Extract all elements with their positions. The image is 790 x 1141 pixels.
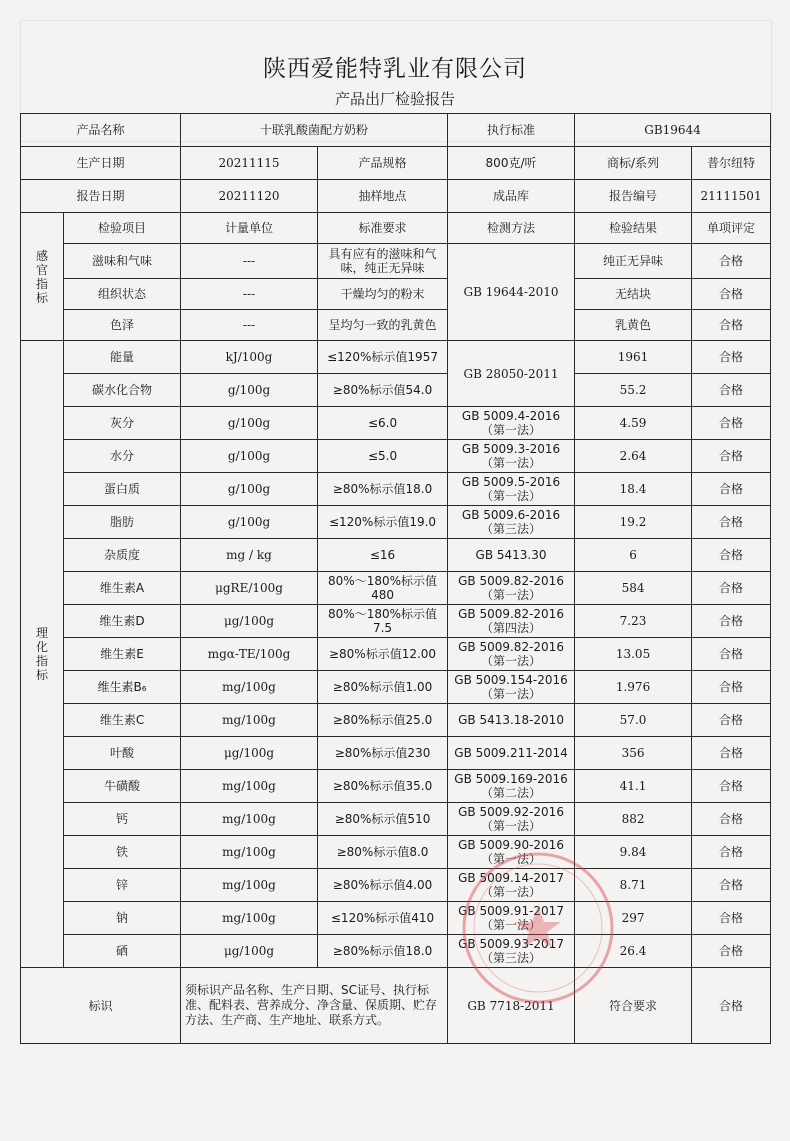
report-date-label: 报告日期: [21, 180, 181, 213]
judgment-cell: 合格: [692, 638, 771, 671]
unit-cell: mg/100g: [181, 770, 318, 803]
result-cell: 1.976: [575, 671, 692, 704]
unit-cell: g/100g: [181, 374, 318, 407]
result-cell: 乳黄色: [575, 310, 692, 341]
result-cell: 41.1: [575, 770, 692, 803]
report-no-value: 21111501: [692, 180, 771, 213]
col-judgment: 单项评定: [692, 213, 771, 244]
requirement-cell: ≥80%标示值18.0: [318, 935, 448, 968]
table-row: [21, 638, 771, 671]
item-cell: 标识: [21, 968, 181, 1044]
item-cell: 碳水化合物: [64, 374, 181, 407]
judgment-cell: 合格: [692, 506, 771, 539]
item-cell: 滋味和气味: [64, 244, 181, 279]
item-cell: 蛋白质: [64, 473, 181, 506]
requirement-cell: ≤120%标示值19.0: [318, 506, 448, 539]
result-cell: 584: [575, 572, 692, 605]
unit-cell: mgα-TE/100g: [181, 638, 318, 671]
requirement-cell: ≥80%标示值4.00: [318, 869, 448, 902]
unit-cell: ---: [181, 310, 318, 341]
info-row-report: [21, 180, 771, 213]
table-row: [21, 440, 771, 473]
table-row: [21, 770, 771, 803]
requirement-cell: ≥80%标示值54.0: [318, 374, 448, 407]
col-requirement: 标准要求: [318, 213, 448, 244]
requirement-cell: ≤6.0: [318, 407, 448, 440]
sampling-label: 抽样地点: [318, 180, 448, 213]
result-cell: 8.71: [575, 869, 692, 902]
label-row: [21, 968, 771, 1044]
unit-cell: mg/100g: [181, 671, 318, 704]
result-cell: 26.4: [575, 935, 692, 968]
table-row: [21, 407, 771, 440]
item-cell: 灰分: [64, 407, 181, 440]
item-cell: 脂肪: [64, 506, 181, 539]
requirement-cell: ≤120%标示值410: [318, 902, 448, 935]
report-date-value: 20211120: [181, 180, 318, 213]
item-cell: 组织状态: [64, 279, 181, 310]
result-cell: 55.2: [575, 374, 692, 407]
unit-cell: g/100g: [181, 440, 318, 473]
judgment-cell: 合格: [692, 704, 771, 737]
method-cell: GB 28050-2011: [448, 341, 575, 407]
unit-cell: mg/100g: [181, 704, 318, 737]
company-seal-stamp: [458, 848, 618, 1008]
item-cell: 铁: [64, 836, 181, 869]
item-cell: 钙: [64, 803, 181, 836]
table-row: [21, 902, 771, 935]
inspection-table: [20, 113, 771, 1044]
judgment-cell: 合格: [692, 279, 771, 310]
result-cell: 57.0: [575, 704, 692, 737]
requirement-cell: ≥80%标示值510: [318, 803, 448, 836]
requirement-cell: ≥80%标示值18.0: [318, 473, 448, 506]
column-header-row: [21, 213, 771, 244]
judgment-cell: 合格: [692, 770, 771, 803]
result-cell: 4.59: [575, 407, 692, 440]
spec-label: 产品规格: [318, 147, 448, 180]
item-cell: 牛磺酸: [64, 770, 181, 803]
standard-label: 执行标准: [448, 114, 575, 147]
result-cell: 18.4: [575, 473, 692, 506]
table-row: [21, 869, 771, 902]
unit-cell: mg/100g: [181, 803, 318, 836]
prod-date-label: 生产日期: [21, 147, 181, 180]
info-row-product: [21, 114, 771, 147]
table-row: [21, 935, 771, 968]
requirement-cell: 呈均匀一致的乳黄色: [318, 310, 448, 341]
method-cell: GB 5009.4-2016（第一法）: [448, 407, 575, 440]
requirement-cell: ≥80%标示值8.0: [318, 836, 448, 869]
method-cell: GB 5009.6-2016（第三法）: [448, 506, 575, 539]
unit-cell: μg/100g: [181, 737, 318, 770]
requirement-cell: ≤120%标示值1957: [318, 341, 448, 374]
item-cell: 色泽: [64, 310, 181, 341]
unit-cell: kJ/100g: [181, 341, 318, 374]
method-cell: GB 5009.91-2017（第一法）: [448, 902, 575, 935]
report-title: 产品出厂检验报告: [334, 90, 455, 108]
table-row: [21, 539, 771, 572]
result-cell: 无结块: [575, 279, 692, 310]
table-row: [21, 310, 771, 341]
method-cell: GB 5009.82-2016（第四法）: [448, 605, 575, 638]
unit-cell: mg / kg: [181, 539, 318, 572]
judgment-cell: 合格: [692, 440, 771, 473]
unit-cell: mg/100g: [181, 902, 318, 935]
table-row: [21, 836, 771, 869]
requirement-cell: ≤5.0: [318, 440, 448, 473]
result-cell: 2.64: [575, 440, 692, 473]
physchem-category: 理 化 指 标: [21, 341, 64, 968]
requirement-cell: 80%～180%标示值480: [318, 572, 448, 605]
standard-value: GB19644: [575, 114, 771, 147]
result-cell: 符合要求: [575, 968, 692, 1044]
table-row: [21, 244, 771, 279]
report-no-label: 报告编号: [575, 180, 692, 213]
method-cell: GB 5009.3-2016（第一法）: [448, 440, 575, 473]
brand-value: 普尔纽特: [692, 147, 771, 180]
table-row: [21, 374, 771, 407]
judgment-cell: 合格: [692, 374, 771, 407]
judgment-cell: 合格: [692, 310, 771, 341]
judgment-cell: 合格: [692, 869, 771, 902]
judgment-cell: 合格: [692, 605, 771, 638]
requirement-cell: 干燥均匀的粉末: [318, 279, 448, 310]
method-cell: GB 5009.92-2016（第一法）: [448, 803, 575, 836]
result-cell: 356: [575, 737, 692, 770]
requirement-cell: ≥80%标示值25.0: [318, 704, 448, 737]
company-name: 陕西爱能特乳业有限公司: [263, 56, 527, 82]
unit-cell: mg/100g: [181, 869, 318, 902]
prod-date-value: 20211115: [181, 147, 318, 180]
judgment-cell: 合格: [692, 836, 771, 869]
judgment-cell: 合格: [692, 473, 771, 506]
method-cell: GB 5009.93-2017（第三法）: [448, 935, 575, 968]
method-cell: GB 19644-2010: [448, 244, 575, 341]
unit-cell: μg/100g: [181, 935, 318, 968]
result-cell: 882: [575, 803, 692, 836]
item-cell: 维生素E: [64, 638, 181, 671]
requirement-cell: ≥80%标示值35.0: [318, 770, 448, 803]
judgment-cell: 合格: [692, 407, 771, 440]
requirement-cell: ≥80%标示值12.00: [318, 638, 448, 671]
item-cell: 钠: [64, 902, 181, 935]
method-cell: GB 5009.90-2016（第一法）: [448, 836, 575, 869]
result-cell: 9.84: [575, 836, 692, 869]
requirement-cell: 须标识产品名称、生产日期、SC证号、执行标准、配料表、营养成分、净含量、保质期、贮存方法、生产商、生产地址、联系方式。: [181, 968, 448, 1044]
product-name-value: 十联乳酸菌配方奶粉: [181, 114, 448, 147]
table-row: [21, 572, 771, 605]
table-row: [21, 473, 771, 506]
item-cell: 能量: [64, 341, 181, 374]
col-unit: 计量单位: [181, 213, 318, 244]
judgment-cell: 合格: [692, 539, 771, 572]
unit-cell: g/100g: [181, 473, 318, 506]
result-cell: 297: [575, 902, 692, 935]
table-row: [21, 704, 771, 737]
judgment-cell: 合格: [692, 968, 771, 1044]
brand-label: 商标/系列: [575, 147, 692, 180]
info-row-date: [21, 147, 771, 180]
item-cell: 杂质度: [64, 539, 181, 572]
judgment-cell: 合格: [692, 902, 771, 935]
table-row: [21, 737, 771, 770]
result-cell: 纯正无异味: [575, 244, 692, 279]
judgment-cell: 合格: [692, 671, 771, 704]
unit-cell: g/100g: [181, 407, 318, 440]
judgment-cell: 合格: [692, 935, 771, 968]
result-cell: 1961: [575, 341, 692, 374]
requirement-cell: ≥80%标示值1.00: [318, 671, 448, 704]
method-cell: GB 5009.211-2014: [448, 737, 575, 770]
unit-cell: μgRE/100g: [181, 572, 318, 605]
physchem-section: [21, 341, 771, 968]
item-cell: 硒: [64, 935, 181, 968]
sensory-category: 感 官 指 标: [21, 213, 64, 341]
product-name-label: 产品名称: [21, 114, 181, 147]
item-cell: 维生素B₆: [64, 671, 181, 704]
table-row: [21, 605, 771, 638]
unit-cell: ---: [181, 279, 318, 310]
table-row: [21, 506, 771, 539]
judgment-cell: 合格: [692, 341, 771, 374]
result-cell: 19.2: [575, 506, 692, 539]
method-cell: GB 5009.169-2016（第二法）: [448, 770, 575, 803]
sampling-value: 成品库: [448, 180, 575, 213]
method-cell: GB 7718-2011: [448, 968, 575, 1044]
item-cell: 锌: [64, 869, 181, 902]
col-item: 检验项目: [64, 213, 181, 244]
requirement-cell: 具有应有的滋味和气味，纯正无异味: [318, 244, 448, 279]
item-cell: 维生素D: [64, 605, 181, 638]
item-cell: 叶酸: [64, 737, 181, 770]
judgment-cell: 合格: [692, 803, 771, 836]
unit-cell: g/100g: [181, 506, 318, 539]
col-result: 检验结果: [575, 213, 692, 244]
method-cell: GB 5009.82-2016（第一法）: [448, 572, 575, 605]
col-method: 检测方法: [448, 213, 575, 244]
result-cell: 6: [575, 539, 692, 572]
item-cell: 水分: [64, 440, 181, 473]
item-cell: 维生素A: [64, 572, 181, 605]
item-cell: 维生素C: [64, 704, 181, 737]
method-cell: GB 5009.82-2016（第一法）: [448, 638, 575, 671]
unit-cell: mg/100g: [181, 836, 318, 869]
requirement-cell: ≥80%标示值230: [318, 737, 448, 770]
method-cell: GB 5009.5-2016（第一法）: [448, 473, 575, 506]
table-row: [21, 671, 771, 704]
unit-cell: ---: [181, 244, 318, 279]
spec-value: 800克/听: [448, 147, 575, 180]
judgment-cell: 合格: [692, 572, 771, 605]
judgment-cell: 合格: [692, 244, 771, 279]
requirement-cell: 80%～180%标示值7.5: [318, 605, 448, 638]
method-cell: GB 5009.154-2016（第一法）: [448, 671, 575, 704]
result-cell: 7.23: [575, 605, 692, 638]
judgment-cell: 合格: [692, 737, 771, 770]
result-cell: 13.05: [575, 638, 692, 671]
requirement-cell: ≤16: [318, 539, 448, 572]
method-cell: GB 5413.18-2010: [448, 704, 575, 737]
method-cell: GB 5413.30: [448, 539, 575, 572]
method-cell: GB 5009.14-2017（第一法）: [448, 869, 575, 902]
table-row: [21, 279, 771, 310]
table-row: [21, 341, 771, 374]
unit-cell: μg/100g: [181, 605, 318, 638]
table-row: [21, 803, 771, 836]
